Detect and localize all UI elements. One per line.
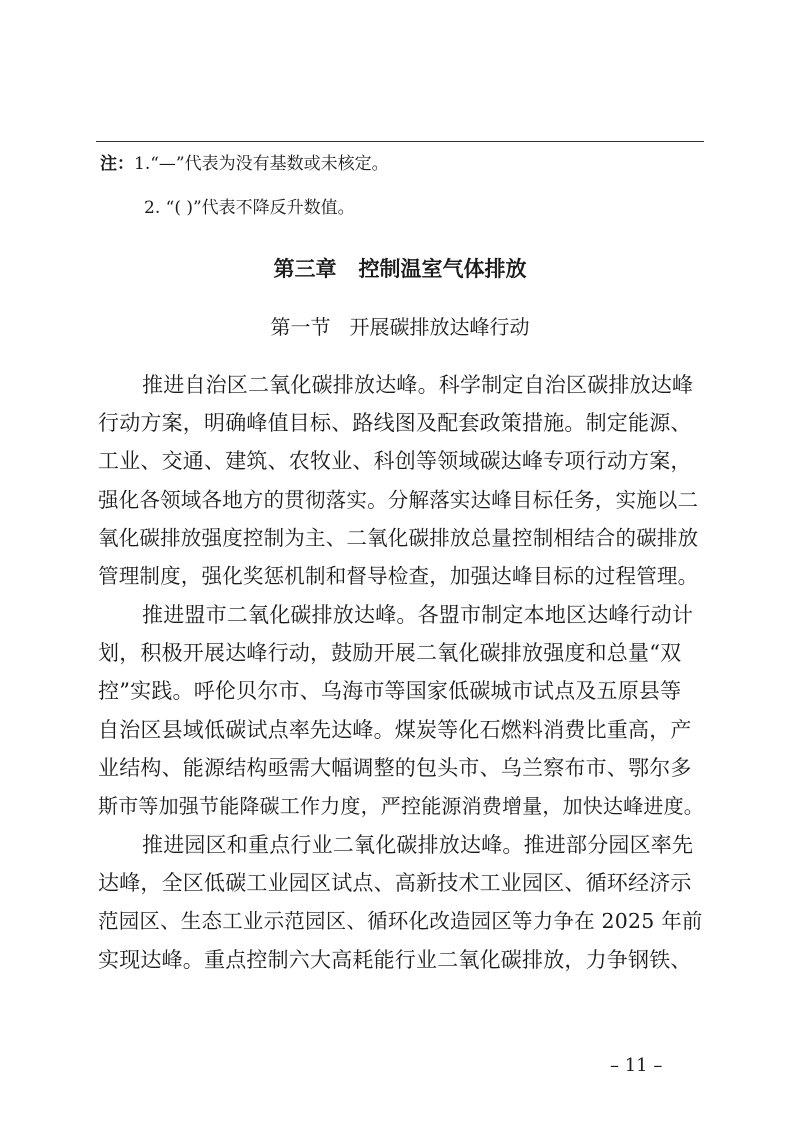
paragraph-line: 管理制度，强化奖惩机制和督导检查，加强达峰目标的过程管理。 [98, 564, 699, 588]
paragraph-line: 斯市等加强节能降碳工作力度，严控能源消费增量，加快达峰进度。 [98, 794, 704, 818]
paragraph-line: 自治区县域低碳试点率先达峰。煤炭等化石燃料消费比重高，产 [98, 718, 692, 742]
paragraph-line: 实现达峰。重点控制六大高耗能行业二氧化碳排放，力争钢铁、 [98, 948, 692, 972]
paragraph-line: 达峰，全区低碳工业园区试点、高新技术工业园区、循环经济示 [98, 871, 692, 895]
section-title: 第一节 开展碳排放达峰行动 [270, 315, 530, 339]
paragraph-line: 划，积极开展达峰行动，鼓励开展二氧化碳排放强度和总量“双 [98, 641, 682, 665]
footnote-item-1: 1.“—”代表为没有基数或未核定。 [134, 154, 389, 174]
paragraph-line: 氧化碳排放强度控制为主、二氧化碳排放总量控制相结合的碳排放 [98, 526, 699, 550]
footnote-2 [144, 196, 355, 220]
paragraph-line: 业结构、能源结构亟需大幅调整的包头市、乌兰察布市、鄂尔多 [98, 756, 692, 780]
paragraph-line: 推进盟市二氧化碳排放达峰。各盟市制定本地区达峰行动计 [142, 603, 694, 627]
paragraph-line: 控”实践。呼伦贝尔市、乌海市等国家低碳城市试点及五原县等 [98, 679, 682, 703]
paragraph-line: 推进园区和重点行业二氧化碳排放达峰。推进部分园区率先 [142, 833, 694, 857]
chapter-title: 第三章 控制温室气体排放 [273, 257, 527, 281]
paragraph-line: 推进自治区二氧化碳排放达峰。科学制定自治区碳排放达峰 [142, 373, 694, 397]
paragraph-line: 强化各领域各地方的贯彻落实。分解落实达峰目标任务，实施以二 [98, 488, 699, 512]
paragraph-line: 范园区、生态工业示范园区、循环化改造园区等力争在 2025 年前 [98, 909, 703, 933]
footnote-divider [96, 141, 704, 142]
paragraph-line: 工业、交通、建筑、农牧业、科创等领域碳达峰专项行动方案， [98, 449, 692, 473]
footnote-item-2: 2. “( )”代表不降反升数值。 [144, 198, 355, 218]
footnote-1 [100, 152, 389, 176]
paragraph-line: 行动方案，明确峰值目标、路线图及配套政策措施。制定能源、 [98, 411, 692, 435]
page-number: – 11 – [610, 1055, 663, 1076]
footnote-label: 注： [100, 154, 134, 174]
